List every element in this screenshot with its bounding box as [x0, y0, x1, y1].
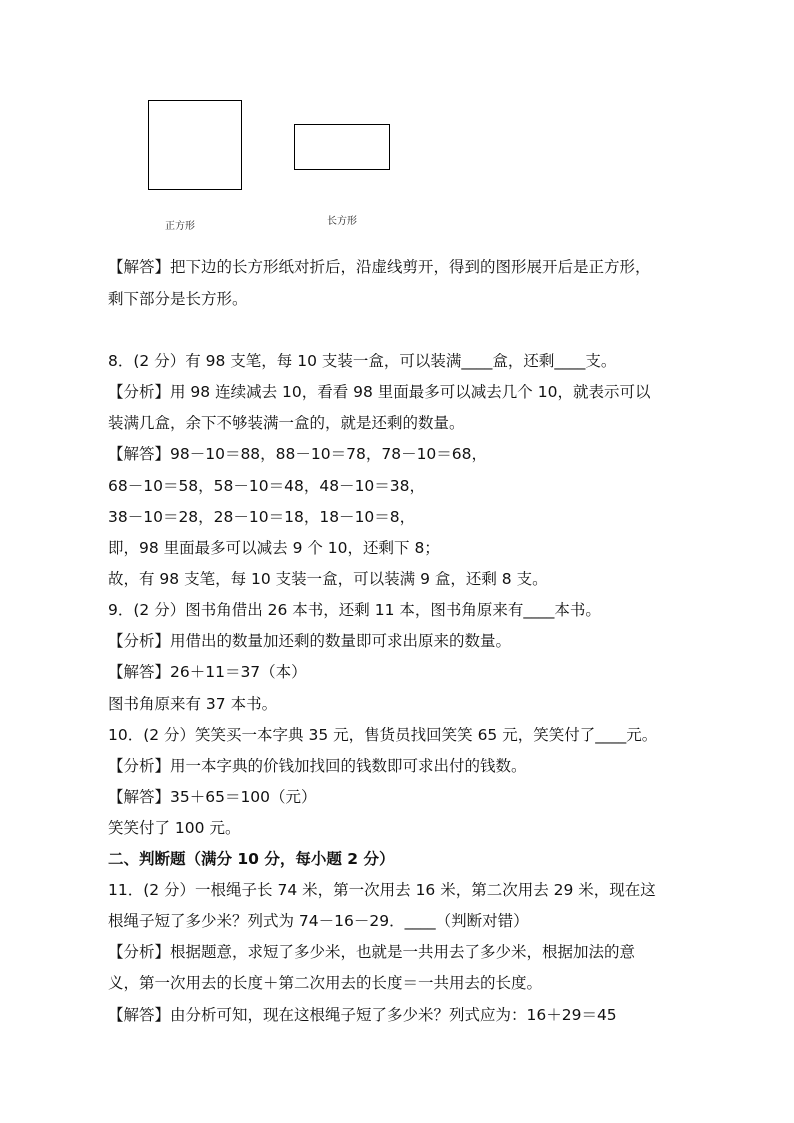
text-line: 【解答】26＋11＝37（本） — [108, 663, 307, 681]
question-8: 8．(2 分）有 98 支笔，每 10 支装一盒，可以装满____盒，还剩____支。 — [108, 352, 617, 370]
text-line: 【分析】用一本字典的价钱加找回的钱数即可求出付的钱数。 — [108, 757, 527, 775]
text-line: 【分析】根据题意，求短了多少米，也就是一共用去了多少米，根据加法的意 — [108, 943, 636, 961]
question-11: 11．(2 分）一根绳子长 74 米，第一次用去 16 米，第二次用去 29 米，现在这 — [108, 881, 656, 899]
text-line: 【解答】由分析可知，现在这根绳子短了多少米？列式应为：16＋29＝45 — [108, 1006, 617, 1024]
text-line: 即，98 里面最多可以减去 9 个 10，还剩下 8； — [108, 539, 440, 557]
square-figure — [148, 100, 242, 190]
rectangle-caption: 长方形 — [327, 216, 357, 227]
text-line: 剩下部分是长方形。 — [108, 290, 248, 308]
text-line: 【解答】把下边的长方形纸对折后，沿虚线剪开，得到的图形展开后是正方形， — [108, 258, 651, 276]
text-line: 68－10＝58，58－10＝48，48－10＝38， — [108, 477, 426, 495]
text-line: 【分析】用 98 连续减去 10，看看 98 里面最多可以减去几个 10，就表示可以 — [108, 383, 651, 401]
square-caption: 正方形 — [165, 221, 195, 232]
section-heading: 二、判断题（满分 10 分，每小题 2 分） — [108, 850, 395, 868]
text-line: 笑笑付了 100 元。 — [108, 819, 241, 837]
rectangle-figure — [294, 124, 390, 170]
question-10: 10．(2 分）笑笑买一本字典 35 元，售货员找回笑笑 65 元，笑笑付了____元。 — [108, 726, 658, 744]
text-line: 故，有 98 支笔，每 10 支装一盒，可以装满 9 盒，还剩 8 支。 — [108, 570, 548, 588]
text-line: 【分析】用借出的数量加还剩的数量即可求出原来的数量。 — [108, 632, 512, 650]
text-line: 【解答】98－10＝88，88－10＝78，78－10＝68， — [108, 445, 488, 463]
text-line: 38－10＝28，28－10＝18，18－10＝8， — [108, 508, 416, 526]
text-line: 根绳子短了多少米？列式为 74－16－29．____（判断对错） — [108, 912, 529, 930]
text-line: 装满几盒，余下不够装满一盒的，就是还剩的数量。 — [108, 414, 465, 432]
text-line: 义，第一次用去的长度＋第二次用去的长度＝一共用去的长度。 — [108, 974, 543, 992]
text-line: 【解答】35＋65＝100（元） — [108, 788, 317, 806]
text-line: 图书角原来有 37 本书。 — [108, 695, 278, 713]
question-9: 9．(2 分）图书角借出 26 本书，还剩 11 本，图书角原来有____本书。 — [108, 601, 601, 619]
